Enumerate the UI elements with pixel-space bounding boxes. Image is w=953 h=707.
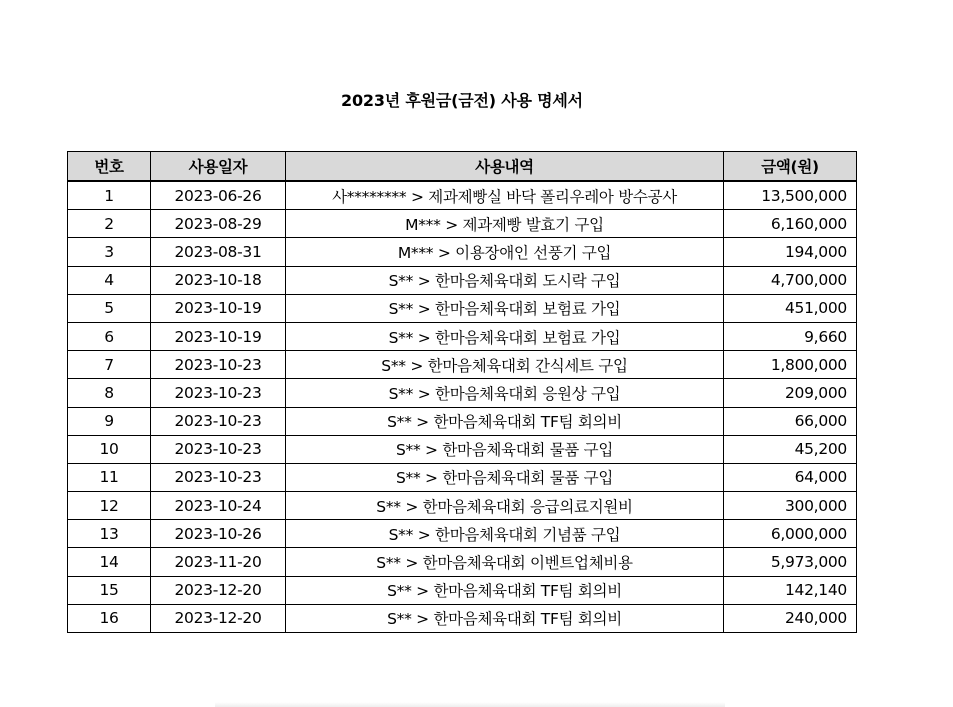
usage-amount: 209,000 [724,379,857,407]
row-number: 8 [68,379,151,407]
row-number: 10 [68,435,151,463]
usage-description: S** > 한마음체육대회 보험료 가입 [286,294,724,322]
page-edge-shadow [215,702,725,707]
row-number: 12 [68,492,151,520]
table-header [68,152,857,182]
usage-date: 2023-06-26 [151,181,286,210]
row-number: 5 [68,294,151,322]
usage-description: 사******** > 제과제빵실 바닥 폴리우레아 방수공사 [286,181,724,210]
table-row [68,492,857,520]
usage-date: 2023-12-20 [151,576,286,604]
row-number: 6 [68,322,151,350]
row-number: 14 [68,548,151,576]
row-number: 16 [68,604,151,632]
usage-amount: 5,973,000 [724,548,857,576]
usage-description: S** > 한마음체육대회 응급의료지원비 [286,492,724,520]
usage-description: S** > 한마음체육대회 TF팀 회의비 [286,576,724,604]
table-row [68,604,857,632]
table-row [68,435,857,463]
table-row [68,407,857,435]
usage-statement-table [67,151,857,633]
usage-date: 2023-10-19 [151,294,286,322]
usage-date: 2023-10-23 [151,407,286,435]
table-row [68,548,857,576]
usage-amount: 6,000,000 [724,520,857,548]
header-number: 번호 [68,152,151,182]
usage-description: S** > 한마음체육대회 기념품 구입 [286,520,724,548]
table-row [68,351,857,379]
usage-date: 2023-10-18 [151,266,286,294]
usage-date: 2023-10-23 [151,379,286,407]
usage-description: S** > 한마음체육대회 응원상 구입 [286,379,724,407]
usage-description: S** > 한마음체육대회 물품 구입 [286,435,724,463]
usage-date: 2023-10-23 [151,435,286,463]
usage-amount: 142,140 [724,576,857,604]
table-row [68,238,857,266]
row-number: 3 [68,238,151,266]
usage-date: 2023-08-29 [151,210,286,238]
row-number: 13 [68,520,151,548]
usage-date: 2023-10-23 [151,463,286,491]
table-row [68,463,857,491]
usage-description: M*** > 이용장애인 선풍기 구입 [286,238,724,266]
usage-date: 2023-10-24 [151,492,286,520]
document-title: 2023년 후원금(금전) 사용 명세서 [341,91,583,110]
usage-date: 2023-10-23 [151,351,286,379]
usage-date: 2023-08-31 [151,238,286,266]
usage-date: 2023-12-20 [151,604,286,632]
row-number: 9 [68,407,151,435]
usage-amount: 6,160,000 [724,210,857,238]
usage-amount: 300,000 [724,492,857,520]
usage-amount: 9,660 [724,322,857,350]
table-row [68,379,857,407]
usage-description: S** > 한마음체육대회 TF팀 회의비 [286,407,724,435]
table-body [68,181,857,633]
usage-description: S** > 한마음체육대회 간식세트 구입 [286,351,724,379]
usage-description: M*** > 제과제빵 발효기 구입 [286,210,724,238]
table-row [68,576,857,604]
usage-date: 2023-11-20 [151,548,286,576]
table-row [68,520,857,548]
row-number: 1 [68,181,151,210]
usage-amount: 240,000 [724,604,857,632]
table-row [68,181,857,210]
table-row [68,322,857,350]
usage-amount: 451,000 [724,294,857,322]
usage-amount: 194,000 [724,238,857,266]
usage-amount: 1,800,000 [724,351,857,379]
table-row [68,266,857,294]
table-row [68,210,857,238]
usage-date: 2023-10-26 [151,520,286,548]
row-number: 4 [68,266,151,294]
usage-amount: 45,200 [724,435,857,463]
row-number: 2 [68,210,151,238]
usage-amount: 13,500,000 [724,181,857,210]
usage-description: S** > 한마음체육대회 물품 구입 [286,463,724,491]
header-amount: 금액(원) [724,152,857,182]
usage-date: 2023-10-19 [151,322,286,350]
row-number: 11 [68,463,151,491]
row-number: 15 [68,576,151,604]
row-number: 7 [68,351,151,379]
usage-amount: 4,700,000 [724,266,857,294]
header-row [68,152,857,182]
usage-amount: 66,000 [724,407,857,435]
table-row [68,294,857,322]
usage-description: S** > 한마음체육대회 이벤트업체비용 [286,548,724,576]
header-date: 사용일자 [151,152,286,182]
usage-description: S** > 한마음체육대회 보험료 가입 [286,322,724,350]
usage-description: S** > 한마음체육대회 TF팀 회의비 [286,604,724,632]
usage-amount: 64,000 [724,463,857,491]
header-description: 사용내역 [286,152,724,182]
usage-description: S** > 한마음체육대회 도시락 구입 [286,266,724,294]
